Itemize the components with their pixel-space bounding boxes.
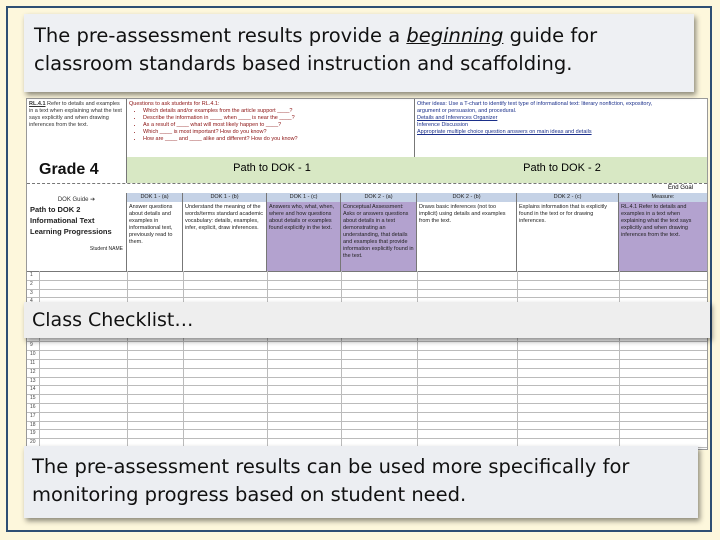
checklist-row-number: 3 [30, 289, 33, 296]
grid-divider [127, 271, 128, 449]
question-stem: • How are ____ and ____ alike and different? How do you know? [143, 136, 412, 143]
dok-column-head: DOK 1 - (c) [267, 193, 340, 202]
other-ideas-link[interactable]: Appropriate multiple choice question answers on main ideas and details [417, 129, 592, 135]
standard-row [27, 99, 707, 158]
learning-progressions-title: Path to DOK 2 Informational Text Learning Progressions [30, 205, 112, 236]
dok-guide-label: DOK Guide ➔ [57, 197, 96, 203]
intro-text-part1: The pre-assessment results provide a [34, 24, 407, 47]
path-to-dok-2-header: Path to DOK - 2 [417, 157, 707, 183]
dok-column [517, 193, 619, 271]
dok-column-head: DOK 2 - (c) [517, 193, 618, 202]
grid-divider [39, 271, 40, 449]
dok-column-head: DOK 1 - (b) [183, 193, 266, 202]
checklist-row-number: 17 [30, 412, 36, 419]
monitoring-callout [24, 446, 698, 518]
question-stem: • Describe the information in ____ when ____ is near the ____? [143, 115, 412, 122]
checklist-row-number: 19 [30, 430, 36, 437]
intro-text-part2: guide for classroom standards based instruction and scaffolding. [34, 24, 598, 75]
other-ideas-line: argument or persuasion, and procedural. [417, 108, 517, 114]
grade-label: Grade 4 [27, 157, 127, 183]
end-goal-row [27, 183, 707, 193]
question-stems-intro: Questions to ask students for RL.4.1: [129, 101, 220, 107]
monitoring-text: The pre-assessment results can be used more specifically for monitoring progress based on student need. [32, 455, 630, 506]
grid-divider [183, 271, 184, 449]
end-goal-label: End Goal [667, 185, 693, 191]
class-checklist-callout [24, 302, 710, 338]
grid-divider [517, 271, 518, 449]
checklist-row-number: 1 [30, 272, 33, 278]
checklist-row-number: 2 [30, 280, 33, 287]
checklist-row-number: 11 [30, 360, 36, 366]
intro-callout [24, 14, 694, 92]
question-stem: • Which details and/or examples from the article support ____? [143, 108, 412, 115]
grade-row [27, 157, 707, 184]
dok-guide-cell [27, 193, 127, 271]
grid-divider [417, 271, 418, 449]
other-ideas-line: Inference Discussion [417, 122, 469, 128]
dok-column-head: Measure: [619, 193, 707, 202]
intro-emphasis: beginning [406, 24, 504, 47]
checklist-row-number: 15 [30, 395, 36, 402]
dok-column [341, 193, 417, 271]
checklist-row-number: 13 [30, 377, 36, 384]
checklist-row-number: 10 [30, 351, 36, 358]
dok-header-row [27, 193, 707, 272]
other-ideas-line: Other ideas: Use a T-chart to identify text type of informational text: literary nonfiction, expository, [417, 101, 653, 107]
student-checklist-grid [27, 271, 707, 449]
standard-text: Refer to details and examples in a text when explaining what the text says explicitly and when drawing inferences from the text. [29, 101, 122, 128]
standard-code: RL.4.1 [29, 101, 46, 107]
other-ideas-link[interactable]: Details and Inferences Organizer [417, 115, 498, 121]
dok-column-text: RL.4.1 Refer to details and examples in a text when explaining what the text says explicitly and when drawing inferences from the text. [621, 204, 692, 238]
grid-divider [267, 271, 268, 449]
checklist-row-number: 20 [30, 439, 36, 446]
path-to-dok-1-header: Path to DOK - 1 [127, 157, 418, 183]
dok-column [417, 193, 517, 271]
checklist-row-number: 16 [30, 404, 36, 410]
question-stem: • As a result of ____ what will most likely happen to ____? [143, 122, 412, 129]
dok-column [267, 193, 341, 271]
dok-column [183, 193, 267, 271]
checklist-row-number: 18 [30, 421, 36, 428]
other-ideas-cell [415, 99, 707, 157]
question-stems-list [129, 108, 412, 143]
dok-column-text: Draws basic inferences (not too implicit) using details and examples from the text. [419, 204, 506, 224]
dok-column-head: DOK 1 - (a) [127, 193, 182, 202]
dok-column [619, 193, 707, 271]
dok-column-head: DOK 2 - (b) [417, 193, 516, 202]
checklist-row-number: 14 [30, 386, 36, 393]
dok-column-head: DOK 2 - (a) [341, 193, 416, 202]
progression-spreadsheet [26, 98, 708, 450]
dok-column-text: Answers who, what, when, where and how questions about details or examples found explicitly in the text. [269, 204, 335, 231]
student-name-label: Student NAME [89, 246, 123, 252]
grid-divider [619, 271, 620, 449]
dok-column-text: Answer questions about details and examples in informational text, previously read to them. [129, 204, 173, 245]
checklist-row-number: 9 [30, 342, 33, 349]
checklist-row-number: 12 [30, 368, 36, 375]
dok-column [127, 193, 183, 271]
class-checklist-text: Class Checklist… [32, 309, 194, 331]
dok-column-text: Conceptual Assessment: Asks or answers questions about details in a text demonstrating an understanding, that details and examples that provide information explicitly found in the text. [343, 204, 414, 259]
grid-divider [341, 271, 342, 449]
dok-column-text: Understand the meaning of the words/terms standard academic vocabulary: details, examples, infer, explicit, draw inferences. [185, 204, 263, 231]
question-stem: • Which ____ is most important? How do you know? [143, 129, 412, 136]
standard-cell [27, 99, 127, 157]
question-stems-cell [127, 99, 415, 157]
dok-column-text: Explains information that is explicitly found in the text or for drawing inferences. [519, 204, 608, 224]
